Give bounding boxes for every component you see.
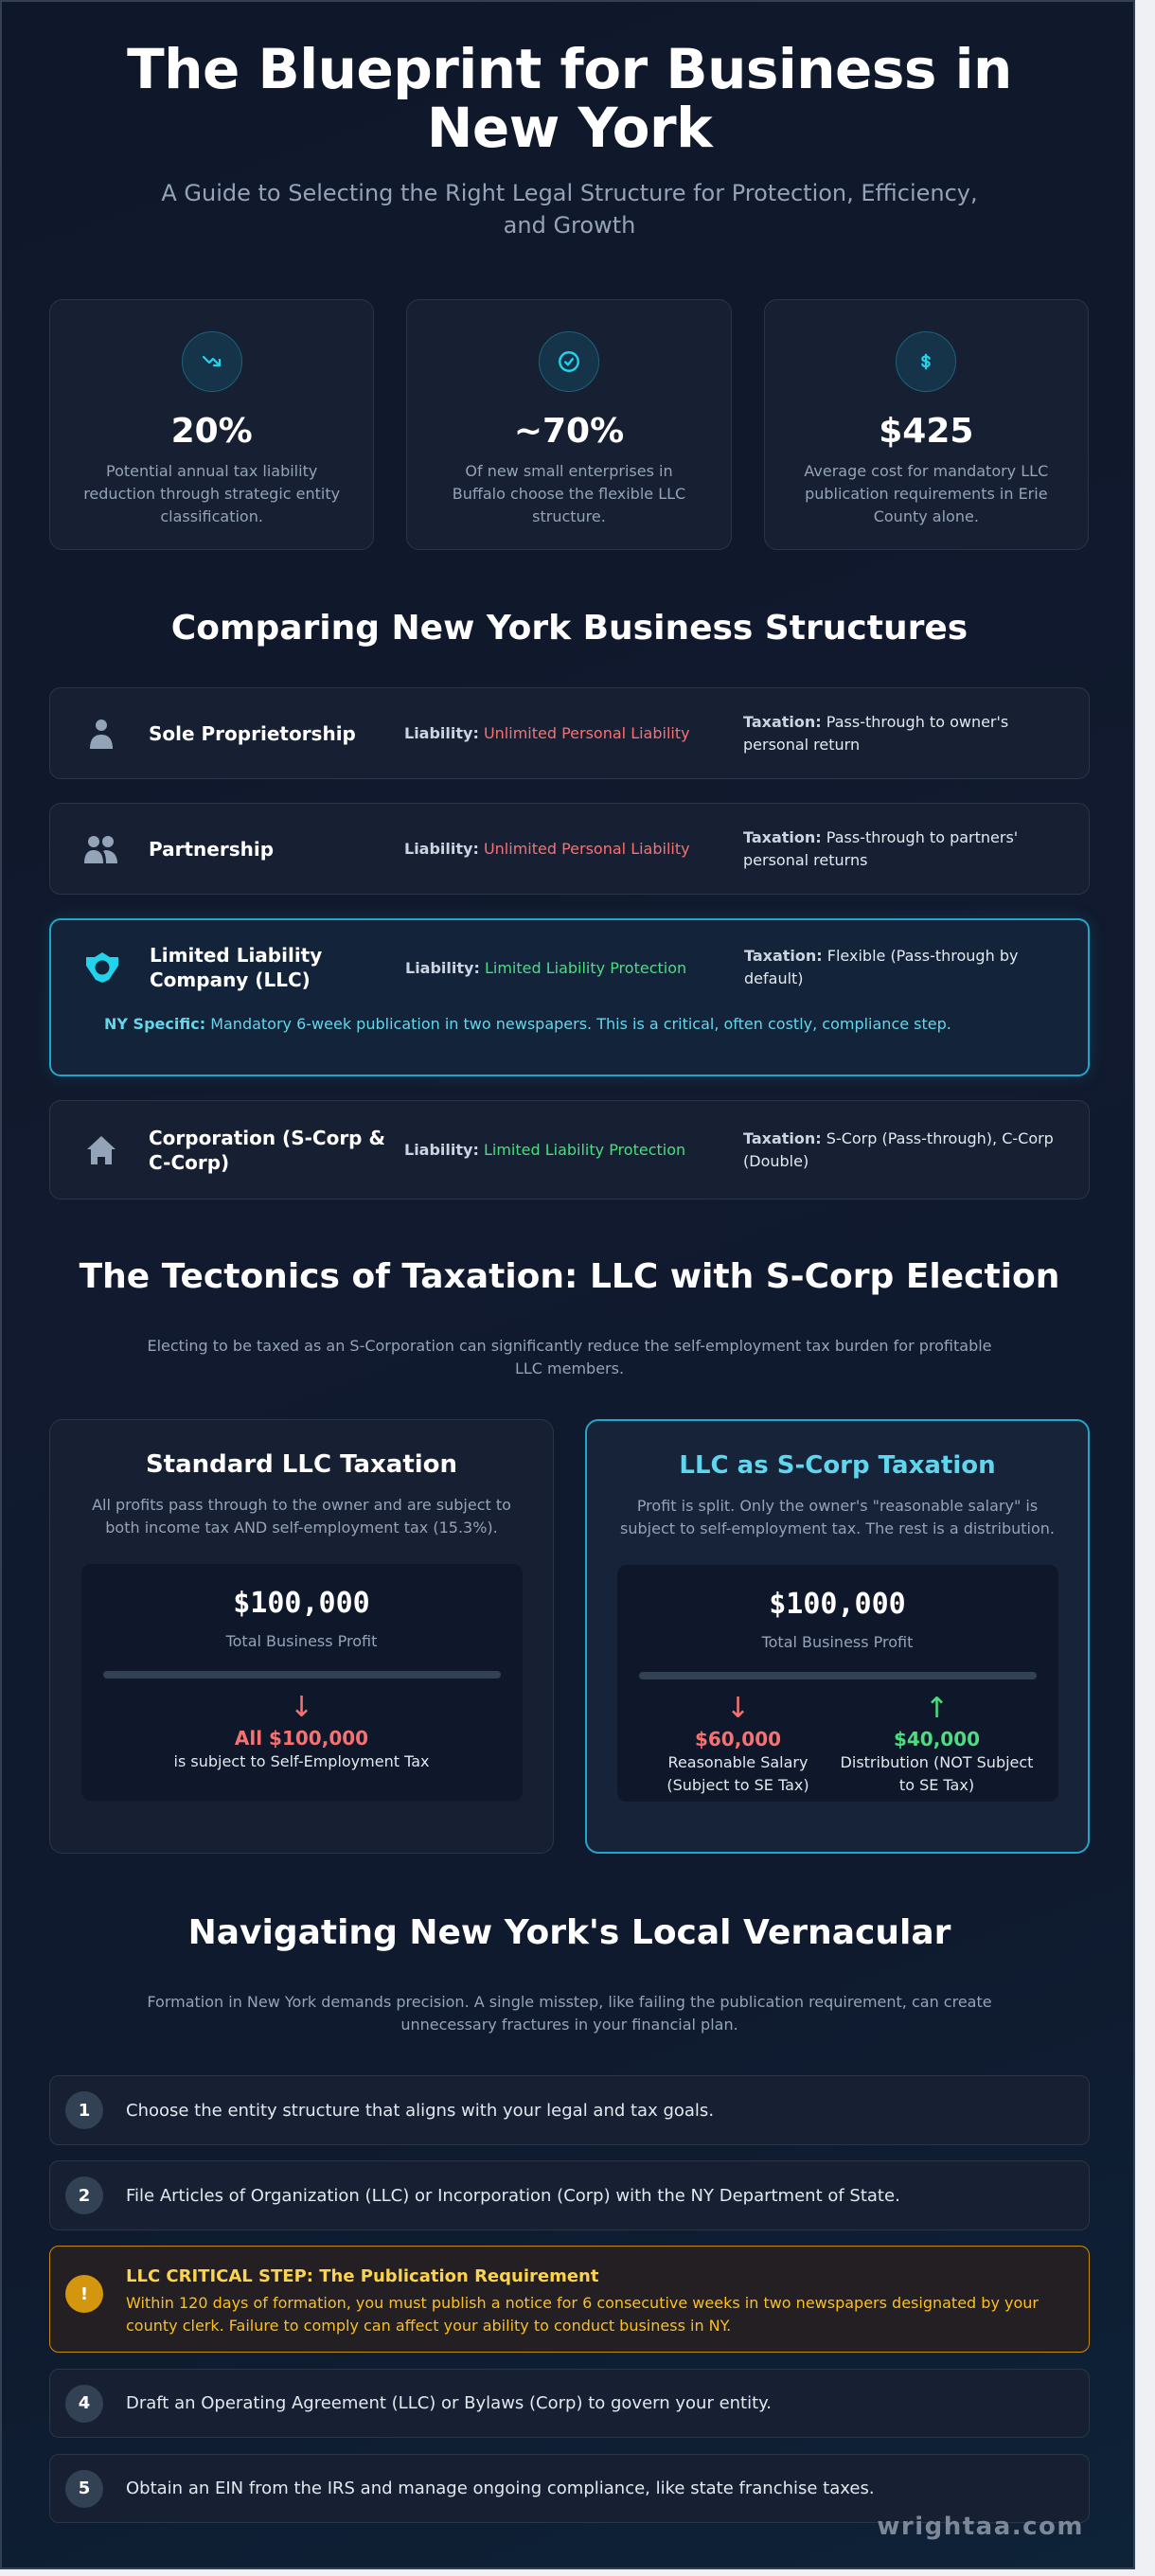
- structure-taxation: Taxation: Flexible (Pass-through by default): [744, 947, 1019, 987]
- step-text: Draft an Operating Agreement (LLC) or Bylaws (Corp) to govern your entity.: [126, 2393, 772, 2413]
- salary-label: Reasonable Salary (Subject to SE Tax): [666, 1753, 809, 1794]
- total-profit: $100,000: [769, 1588, 906, 1621]
- card-title: LLC as S-Corp Taxation: [679, 1451, 996, 1480]
- se-tax-label: is subject to Self-Employment Tax: [173, 1752, 430, 1770]
- salary-column: [639, 1693, 838, 1797]
- total-profit-label: Total Business Profit: [761, 1633, 914, 1651]
- structure-name: Corporation (S-Corp & C-Corp): [149, 1126, 385, 1174]
- person-icon: [82, 715, 120, 753]
- structure-row-partnership: [49, 803, 1090, 895]
- taxation-value: Pass-through to partners' personal returns: [743, 827, 1019, 869]
- steps-intro: Formation in New York demands precision. A single misstep, like failing the publication requirement, can create unnecessary fractures in your financial plan.: [147, 1993, 992, 2034]
- structure-taxation: Taxation: Pass-through to partners' personal returns: [743, 827, 1019, 869]
- check-circle-icon: [539, 331, 599, 392]
- standard-llc-card: [49, 1419, 554, 1854]
- ny-specific-note: [51, 1015, 1088, 1064]
- stat-card-llc-share: [406, 299, 731, 550]
- critical-step-item: [49, 2246, 1090, 2353]
- critical-step-title: LLC CRITICAL STEP: The Publication Requirement: [126, 2266, 599, 2286]
- liability-value: Unlimited Personal Liability: [483, 840, 690, 858]
- people-icon: [82, 830, 120, 868]
- structure-liability: Liability: Limited Liability Protection: [404, 1141, 686, 1159]
- step-item: [49, 2075, 1090, 2145]
- trending-down-icon: [182, 331, 242, 392]
- stat-description: Average cost for mandatory LLC publication requirements in Erie County alone.: [804, 462, 1049, 525]
- step-text: File Articles of Organization (LLC) or Incorporation (Corp) with the NY Department of State.: [126, 2185, 900, 2206]
- distribution-label: Distribution (NOT Subject to SE Tax): [840, 1753, 1034, 1794]
- taxation-value: Pass-through to owner's personal return: [743, 712, 1009, 754]
- stat-value: ~70%: [513, 412, 625, 451]
- distribution-amount: $40,000: [893, 1728, 981, 1750]
- card-description: Profit is split. Only the owner's "reasonable salary" is subject to self-employment tax. The rest is a distribution.: [620, 1497, 1055, 1537]
- liability-value: Unlimited Personal Liability: [483, 724, 690, 742]
- structure-name: Sole Proprietorship: [149, 721, 356, 745]
- step-text: Obtain an EIN from the IRS and manage ongoing compliance, like state franchise taxes.: [126, 2478, 875, 2498]
- structure-liability: Liability: Unlimited Personal Liability: [404, 840, 690, 858]
- card-description: All profits pass through to the owner and are subject to both income tax AND self-employment tax (15.3%).: [92, 1496, 511, 1537]
- page-title: The Blueprint for Business in New York: [127, 37, 1012, 160]
- building-icon: [82, 1131, 120, 1169]
- step-number-badge: 1: [65, 2091, 103, 2129]
- distribution-column: [838, 1693, 1037, 1797]
- scorp-card: [585, 1419, 1090, 1854]
- step-text: Choose the entity structure that aligns with your legal and tax goals.: [126, 2100, 715, 2121]
- shield-icon: [83, 949, 121, 986]
- structure-row-llc: [49, 918, 1090, 1076]
- structures-heading: Comparing New York Business Structures: [170, 609, 968, 648]
- profit-breakdown: [81, 1564, 523, 1801]
- total-profit: $100,000: [233, 1587, 370, 1620]
- step-number-badge: 2: [65, 2176, 103, 2214]
- ny-note-label: NY Specific:: [104, 1015, 206, 1033]
- dollar-icon: [896, 331, 956, 392]
- stat-card-tax-reduction: [49, 299, 374, 550]
- critical-step-text: Within 120 days of formation, you must publish a notice for 6 consecutive weeks in two newspapers designated by your county clerk. Failure to comply can affect your ability to conduct business in NY.: [126, 2294, 1039, 2335]
- stat-card-publication-cost: [764, 299, 1089, 550]
- structure-row-sole-proprietorship: [49, 687, 1090, 779]
- structure-row-corporation: [49, 1100, 1090, 1199]
- stat-description: Of new small enterprises in Buffalo choose the flexible LLC structure.: [452, 462, 686, 525]
- structure-name: Limited Liability Company (LLC): [150, 944, 323, 991]
- stat-value: $425: [879, 412, 974, 451]
- total-profit-label: Total Business Profit: [225, 1632, 378, 1650]
- taxation-value: S-Corp (Pass-through), C-Corp (Double): [743, 1128, 1054, 1170]
- structure-taxation: Taxation: Pass-through to owner's personal return: [743, 712, 1009, 754]
- stat-description: Potential annual tax liability reduction through strategic entity classification.: [83, 462, 341, 525]
- se-tax-amount: All $100,000: [234, 1727, 369, 1750]
- salary-amount: $60,000: [694, 1728, 782, 1750]
- steps-heading: Navigating New York's Local Vernacular: [187, 1913, 951, 1952]
- profit-bar: [103, 1671, 501, 1679]
- stat-value: 20%: [170, 412, 253, 451]
- arrow-up-icon: ↑: [924, 1692, 950, 1725]
- step-number-badge: 4: [65, 2385, 103, 2423]
- stats-row: [49, 299, 1089, 550]
- structure-name: Partnership: [149, 837, 275, 861]
- step-item: [49, 2160, 1090, 2230]
- profit-breakdown: [617, 1565, 1058, 1802]
- card-title: Standard LLC Taxation: [145, 1450, 458, 1479]
- arrow-down-icon: ↓: [725, 1692, 751, 1725]
- page-subtitle: A Guide to Selecting the Right Legal Structure for Protection, Efficiency, and Growth: [161, 180, 978, 239]
- taxation-intro: Electing to be taxed as an S-Corporation can significantly reduce the self-employment tax burden for profitable LLC members.: [147, 1337, 992, 1377]
- structure-liability: Liability: Unlimited Personal Liability: [404, 724, 690, 742]
- profit-bar: [639, 1672, 1037, 1679]
- arrow-down-icon: ↓: [289, 1691, 314, 1724]
- watermark: wrightaa.com: [877, 2513, 1084, 2541]
- liability-value: Limited Liability Protection: [483, 1141, 686, 1159]
- structure-taxation: Taxation: S-Corp (Pass-through), C-Corp (Double): [743, 1128, 1054, 1170]
- taxation-value: Flexible (Pass-through by default): [744, 947, 1019, 987]
- ny-note-text: Mandatory 6-week publication in two newspapers. This is a critical, often costly, compliance step.: [210, 1015, 951, 1033]
- liability-value: Limited Liability Protection: [484, 958, 687, 977]
- step-item: [49, 2369, 1090, 2438]
- warning-icon: !: [65, 2275, 103, 2313]
- taxation-heading: The Tectonics of Taxation: LLC with S-Corp Election: [79, 1257, 1060, 1296]
- structure-liability: Liability: Limited Liability Protection: [405, 958, 687, 977]
- step-number-badge: 5: [65, 2470, 103, 2508]
